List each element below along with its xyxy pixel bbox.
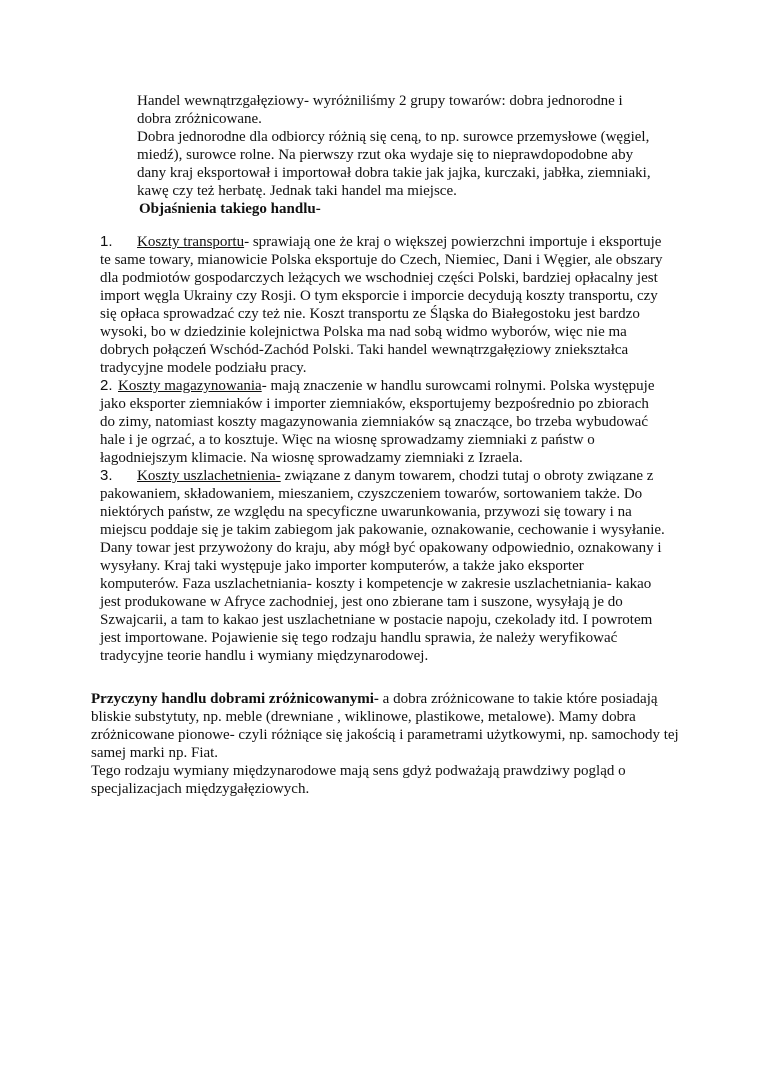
outro-paragraph-1 — [91, 690, 681, 762]
list-item — [100, 377, 665, 467]
list-item-text: - mają znaczenie w handlu surowcami rolnymi. Polska występuje jako eksporter ziemniaków i importer ziemniaków, eksportujemy bezpośrednio po zbiorach do zimy, natomiast koszty magazynowania ziemniaków są znaczące, bo trzeba wybudować hale i je ogrzać, a to kosztuje. Więc na wiosnę sprowadzamy ziemniaki z państw o łagodniejszym klimacie. Na wiosnę sprowadzamy ziemniaki z Izraela. — [100, 378, 655, 466]
list-item — [100, 467, 665, 665]
list-number: 1. — [100, 233, 113, 250]
section-heading: Objaśnienia takiego handlu- — [139, 201, 321, 217]
outro-heading: Przyczyny handlu dobrami zróżnicowanymi- — [91, 691, 379, 707]
list-number: 3. — [100, 467, 113, 484]
intro-paragraph-1: Handel wewnątrzgałęziowy- wyróżniliśmy 2 grupy towarów: dobra jednorodne i dobra zróżnicowane. — [137, 93, 623, 127]
list-item — [100, 233, 665, 377]
intro-paragraph-2: Dobra jednorodne dla odbiorcy różnią się ceną, to np. surowce przemysłowe (węgiel, miedź), surowce rolne. Na pierwszy rzut oka wydaje się to nieprawdopodobne aby dany kraj eksportował i importował dobra takie jak jajka, kurczaki, jabłka, ziemniaki, kawę czy też herbatę. Jednak taki handel ma miejsce. — [137, 129, 651, 199]
list-item-text: - sprawiają one że kraj o większej powierzchni importuje i eksportuje te same towary, mianowicie Polska eksportuje do Czech, Niemiec, Dani i Węgier, ale obszary dla podmiotów gospodarczych leżących we wschodniej części Polski, bardziej opłacalny jest import węgla Ukrainy czy Rosji. O tym eksporcie i imporcie decydują koszty transportu, czy się opłaca sprowadzać czy też nie. Koszt transportu ze Śląska do Białegostoku jest bardzo wysoki, bo w dziedzinie kolejnictwa Polska ma nad sobą widmo wyborów, więc nie ma dobrych połączeń Wschód-Zachód Polski. Taki handel wewnątrzgałęziowy zniekształca tradycyjne modele podziału pracy. — [100, 234, 663, 376]
explanations-list — [100, 233, 665, 665]
outro-text: a dobra zróżnicowane to takie które posiadają bliskie substytuty, np. meble (drewniane , wiklinowe, plastikowe, metalowe). Mamy dobra zróżnicowane pionowe- czyli różniące się jakością i parametrami użytkowymi, np. samochody tej samej marki np. Fiat. — [91, 691, 679, 761]
intro-section — [137, 92, 657, 218]
outro-section — [91, 690, 681, 798]
list-item-title: Koszty magazynowania — [118, 378, 262, 394]
outro-paragraph-2: Tego rodzaju wymiany międzynarodowe mają sens gdyż podważają prawdziwy pogląd o specjalizacjach międzygałęziowych. — [91, 763, 626, 797]
list-number: 2. — [100, 377, 113, 394]
list-item-title: Koszty transportu — [137, 234, 245, 250]
list-item-title: Koszty uszlachetnienia- — [137, 468, 281, 484]
list-item-text: związane z danym towarem, chodzi tutaj o obroty związane z pakowaniem, składowaniem, mieszaniem, czyszczeniem towarów, sortowaniem także. Do niektórych państw, ze względu na specyficzne uwarunkowania, przywozi się towary i na miejscu poddaje się je takim zabiegom jak pakowanie, oznakowanie, cechowanie i wysyłanie. Dany towar jest przywożony do kraju, aby mógł być opakowany odpowiednio, oznakowany i wysyłany. Kraj taki występuje jako importer komputerów, a także jako eksporter komputerów. Faza uszlachetniania- koszty i kompetencje w zakresie uszlachetniania- kakao jest produkowane w Afryce zachodniej, jest ono zbierane tam i suszone, wysyłają je do Szwajcarii, a tam to kakao jest uszlachetniane w postacie napoju, czekolady itd. I powrotem jest importowane. Pojawienie się tego rodzaju handlu sprawia, że należy weryfikować tradycyjne teorie handlu i wymiany międzynarodowej. — [100, 468, 665, 664]
